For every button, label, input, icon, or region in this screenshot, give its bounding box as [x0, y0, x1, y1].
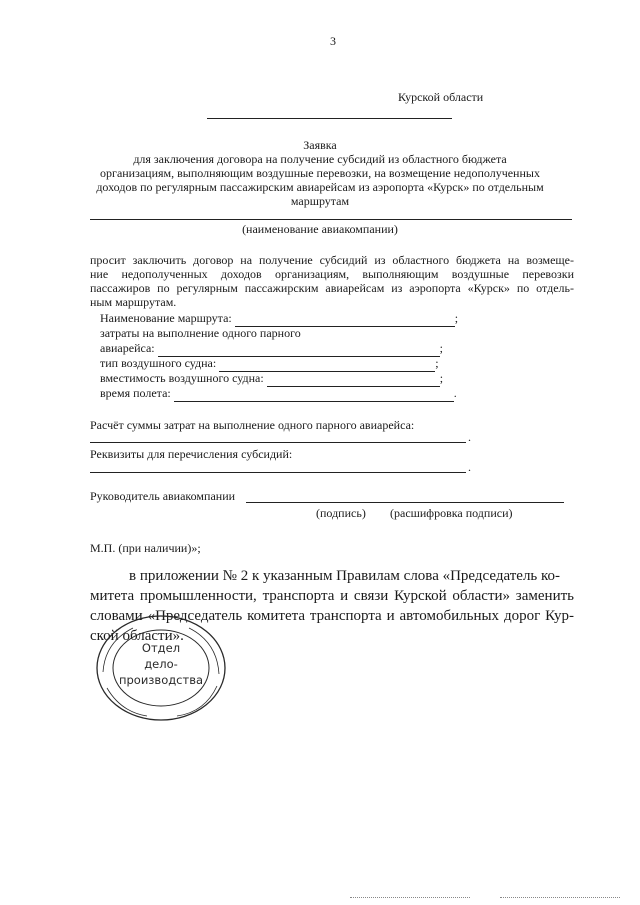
head-label: Руководитель авиакомпании: [90, 489, 236, 503]
route-name-field: Наименование маршрута: ;: [100, 311, 459, 325]
company-name-line: [90, 219, 572, 220]
requisites-line-end: .: [468, 460, 471, 474]
subtitle-line: доходов по регулярным пассажирским авиарейсам из аэропорта «Курск» по отдельным: [96, 180, 544, 194]
request-line: пассажиров по регулярным пассажирским авиарейсам из аэропорта «Курск» по отдель-: [90, 281, 574, 295]
subtitle-line: для заключения договора на получение субсидий из областного бюджета: [133, 152, 507, 166]
stamp-line: производства: [118, 673, 204, 687]
request-line: ние недополученных доходов организациям, выполняющим воздушные перевозки: [90, 267, 574, 281]
requisites-line: [90, 472, 466, 473]
cost-blank: [158, 341, 440, 357]
capacity-blank: [267, 371, 440, 387]
request-line: просит заключить договор на получение субсидий из областного бюджета на возмеще-: [90, 253, 574, 267]
page-number: 3: [330, 34, 336, 48]
addressee-line: [207, 118, 452, 119]
amendment-line: словами «Председатель комитета транспорта и автомобильных дорог Кур-: [90, 608, 574, 624]
cost-label-line2: авиарейса:: [100, 341, 155, 355]
transcript-caption: (расшифровка подписи): [390, 506, 513, 520]
subtitle-line: организациям, выполняющим воздушные перевозки, на возмещение недополученных: [100, 166, 540, 180]
signature-line: [246, 502, 564, 503]
route-name-label: Наименование маршрута:: [100, 311, 232, 325]
aircraft-type-label: тип воздушного судна:: [100, 356, 217, 370]
amendment-line: в приложении № 2 к указанным Правилам слова «Председатель ко-: [129, 568, 561, 584]
route-name-blank: [235, 311, 455, 327]
stamp-line: Отдел: [141, 641, 181, 655]
flight-time-label: время полета:: [100, 386, 171, 400]
requisites-label: Реквизиты для перечисления субсидий:: [90, 447, 293, 461]
calc-label: Расчёт суммы затрат на выполнение одного парного авиарейса:: [90, 418, 415, 432]
flight-time-blank: [174, 386, 454, 402]
calc-line: [90, 442, 466, 443]
request-line: ным маршрутам.: [90, 295, 177, 309]
document-title: Заявка: [303, 138, 337, 152]
flight-time-field: время полета: .: [100, 386, 457, 400]
scan-artifact-line: [500, 897, 620, 898]
department-stamp: [93, 612, 229, 724]
capacity-label: вместимость воздушного судна:: [100, 371, 264, 385]
addressee-region: Курской области: [398, 90, 484, 104]
signature-caption: (подпись): [316, 506, 366, 520]
amendment-line: ской области».: [90, 628, 184, 644]
amendment-line: митета промышленности, транспорта и связи Курской области» заменить: [90, 588, 574, 604]
aircraft-type-field: тип воздушного судна: ;: [100, 356, 439, 370]
cost-field: авиарейса: ;: [100, 341, 443, 355]
calc-line-end: .: [468, 430, 471, 444]
company-caption: (наименование авиакомпании): [242, 222, 398, 236]
capacity-field: вместимость воздушного судна: ;: [100, 371, 444, 385]
aircraft-type-blank: [219, 356, 435, 372]
stamp-text: [93, 640, 229, 688]
cost-label-line1: затраты на выполнение одного парного: [100, 326, 301, 340]
seal-note: М.П. (при наличии)»;: [90, 541, 201, 555]
scan-artifact-line: [350, 897, 470, 898]
subtitle-line: маршрутам: [290, 194, 350, 208]
stamp-line: дело-: [144, 657, 178, 671]
